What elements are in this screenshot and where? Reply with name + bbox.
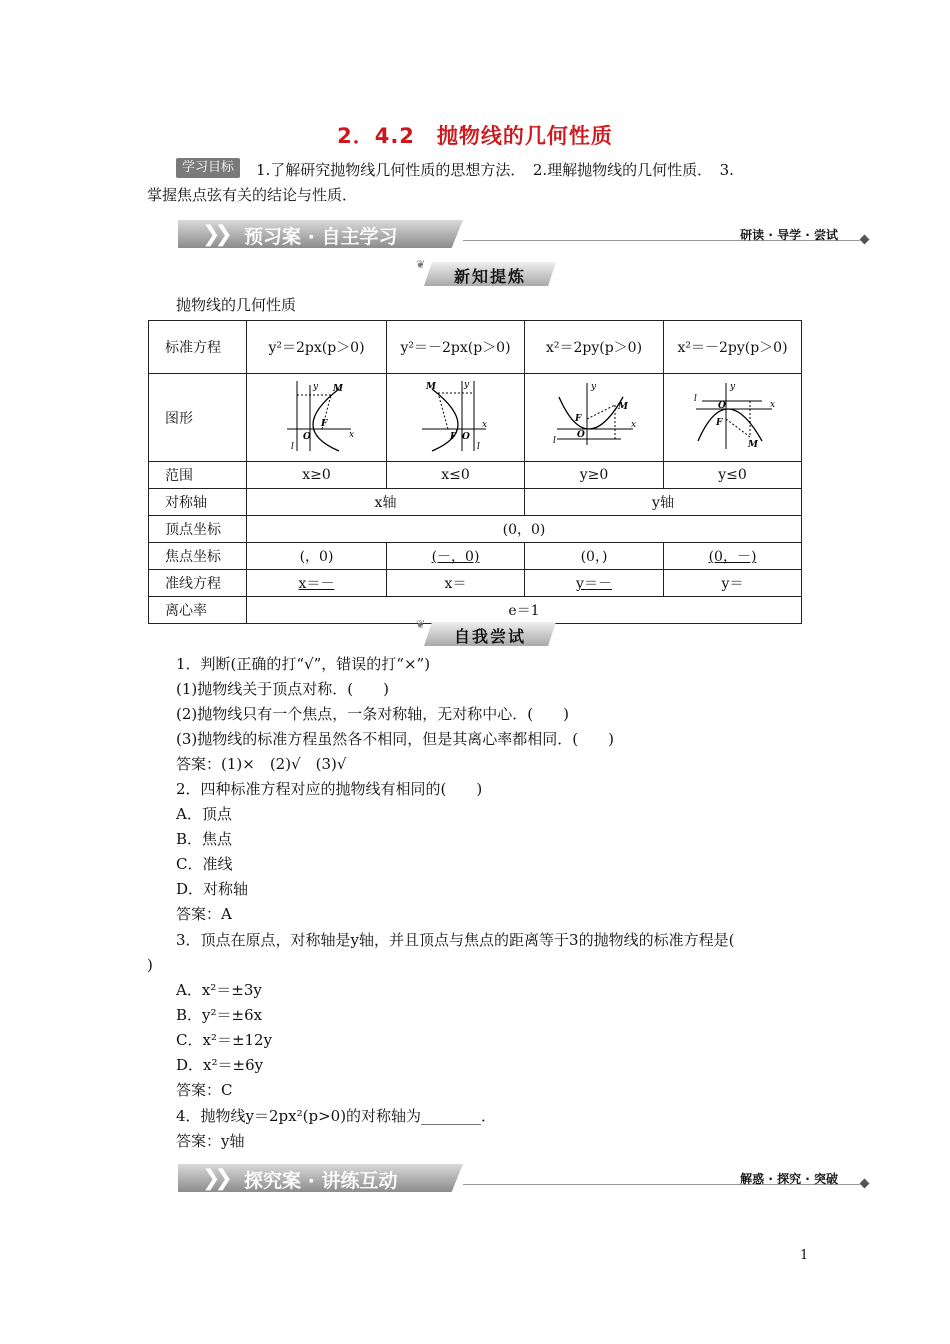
banner-explore-label: 探究案 · 讲练互动 — [244, 1170, 398, 1192]
parabola-graph-down — [690, 379, 776, 453]
table-cell: e＝1 — [247, 597, 802, 624]
question-line: (2)抛物线只有一个焦点，一条对称轴，无对称中心．( ) — [176, 705, 569, 723]
graph-label: y — [312, 381, 318, 392]
graph-label: F — [715, 417, 722, 428]
graph-label: l — [476, 441, 480, 452]
table-cell: (0，) — [525, 543, 664, 570]
table-cell: (－，0) — [387, 543, 525, 570]
graph-label: F — [575, 413, 582, 424]
graph-label: x — [481, 419, 487, 430]
table-header: 焦点坐标 — [149, 543, 247, 570]
graph-label: F — [320, 418, 327, 429]
graph-label: M — [747, 439, 758, 450]
table-header: 顶点坐标 — [149, 516, 247, 543]
graph-label: x — [631, 419, 637, 430]
leaf-icon: ❦ — [416, 618, 426, 631]
banner-explore-sub: 解惑 · 探究 · 突破 — [740, 1172, 838, 1186]
graph-label: O — [461, 431, 470, 442]
graph-label: x — [348, 429, 354, 440]
option-line: C．x²＝±12y — [176, 1031, 273, 1049]
learning-goals-badge: 学习目标 — [176, 158, 240, 178]
table-cell: x²＝2py(p＞0) — [525, 321, 664, 374]
graph-label: x — [769, 399, 775, 410]
table-cell: y≤0 — [664, 462, 802, 489]
leaf-icon: ❦ — [416, 258, 426, 271]
answer-line: 答案：y轴 — [176, 1132, 245, 1150]
table-cell: y＝ — [664, 570, 802, 597]
parabola-graph-right — [277, 379, 357, 453]
banner-preview — [178, 218, 868, 250]
option-line: D．x²＝±6y — [176, 1056, 264, 1074]
graph-label: M — [618, 401, 628, 412]
table-header: 标准方程 — [149, 321, 247, 374]
learning-goals-line1: 1.了解研究抛物线几何性质的思想方法． 2.理解抛物线的几何性质． 3. — [256, 161, 734, 179]
graph-label: y — [591, 381, 597, 392]
diamond-icon — [860, 235, 870, 245]
banner-preview-sub: 研读 · 导学 · 尝试 — [740, 228, 838, 242]
option-line: C．准线 — [176, 855, 233, 873]
graph-cell-1 — [247, 374, 387, 462]
graph-cell-4 — [664, 374, 802, 462]
question-line: ) — [147, 956, 153, 974]
table-cell: (，0) — [247, 543, 387, 570]
graph-cell-3 — [525, 374, 664, 462]
graph-label: l — [693, 393, 697, 404]
answer-line: 答案：A — [176, 905, 232, 923]
table-cell: y＝－ — [525, 570, 664, 597]
table-cell: x²＝－2py(p＞0) — [664, 321, 802, 374]
graph-label: M — [425, 381, 436, 392]
table-cell: y²＝－2px(p＞0) — [387, 321, 525, 374]
table-cell: x＝ — [387, 570, 525, 597]
answer-line: 答案：(1)× (2)√ (3)√ — [176, 755, 347, 773]
parabola-graph-up — [551, 379, 637, 453]
table-cell: y≥0 — [525, 462, 664, 489]
table-header: 图形 — [149, 374, 247, 462]
parabola-properties-table — [148, 320, 802, 624]
table-cell: y轴 — [525, 489, 802, 516]
table-header: 离心率 — [149, 597, 247, 624]
graph-label: F — [449, 431, 456, 442]
option-line: D．对称轴 — [176, 880, 249, 898]
graph-label: l — [290, 441, 294, 452]
question-line: (3)抛物线的标准方程虽然各不相同，但是其离心率都相同．( ) — [176, 730, 614, 748]
graph-label: l — [553, 435, 556, 446]
table-cell: x≥0 — [247, 462, 387, 489]
option-line: A．x²＝±3y — [176, 981, 262, 999]
question-line: 1．判断(正确的打“√”，错误的打“×”) — [176, 655, 431, 673]
option-line: A．顶点 — [176, 805, 232, 823]
table-cell: x轴 — [247, 489, 525, 516]
parabola-graph-left — [416, 379, 496, 453]
table-cell: x＝－ — [247, 570, 387, 597]
table-cell: x≤0 — [387, 462, 525, 489]
graph-label: O — [577, 429, 585, 440]
table-header: 对称轴 — [149, 489, 247, 516]
option-line: B．y²＝±6x — [176, 1006, 263, 1024]
graph-label: M — [332, 383, 343, 394]
banner-explore — [178, 1162, 868, 1194]
question-line: 2．四种标准方程对应的抛物线有相同的( ) — [176, 780, 483, 798]
graph-label: y — [463, 379, 469, 390]
question-line: 4．抛物线y＝2px²(p>0)的对称轴为________． — [176, 1107, 497, 1125]
banner-preview-label: 预习案 · 自主学习 — [244, 226, 398, 248]
table-caption: 抛物线的几何性质 — [176, 296, 297, 314]
option-line: B．焦点 — [176, 830, 233, 848]
page-title: 2．4.2 抛物线的几何性质 — [337, 124, 613, 148]
table-cell: (0，0) — [247, 516, 802, 543]
chevron-icon: ❯❯ — [202, 1166, 227, 1191]
learning-goals-line2: 掌握焦点弦有关的结论与性质． — [147, 186, 358, 204]
graph-label: y — [729, 381, 735, 392]
graph-label: O — [302, 431, 311, 442]
graph-cell-2 — [387, 374, 525, 462]
table-cell: y²＝2px(p＞0) — [247, 321, 387, 374]
chevron-icon: ❯❯ — [202, 222, 227, 247]
table-header: 准线方程 — [149, 570, 247, 597]
answer-line: 答案：C — [176, 1081, 233, 1099]
question-line: (1)抛物线关于顶点对称．( ) — [176, 680, 389, 698]
table-cell: (0，－) — [664, 543, 802, 570]
graph-label: O — [717, 400, 726, 411]
table-header: 范围 — [149, 462, 247, 489]
diamond-icon — [860, 1179, 870, 1189]
question-line: 3．顶点在原点，对称轴是y轴，并且顶点与焦点的距离等于3的抛物线的标准方程是( — [176, 931, 735, 949]
page-number: 1 — [800, 1248, 809, 1263]
